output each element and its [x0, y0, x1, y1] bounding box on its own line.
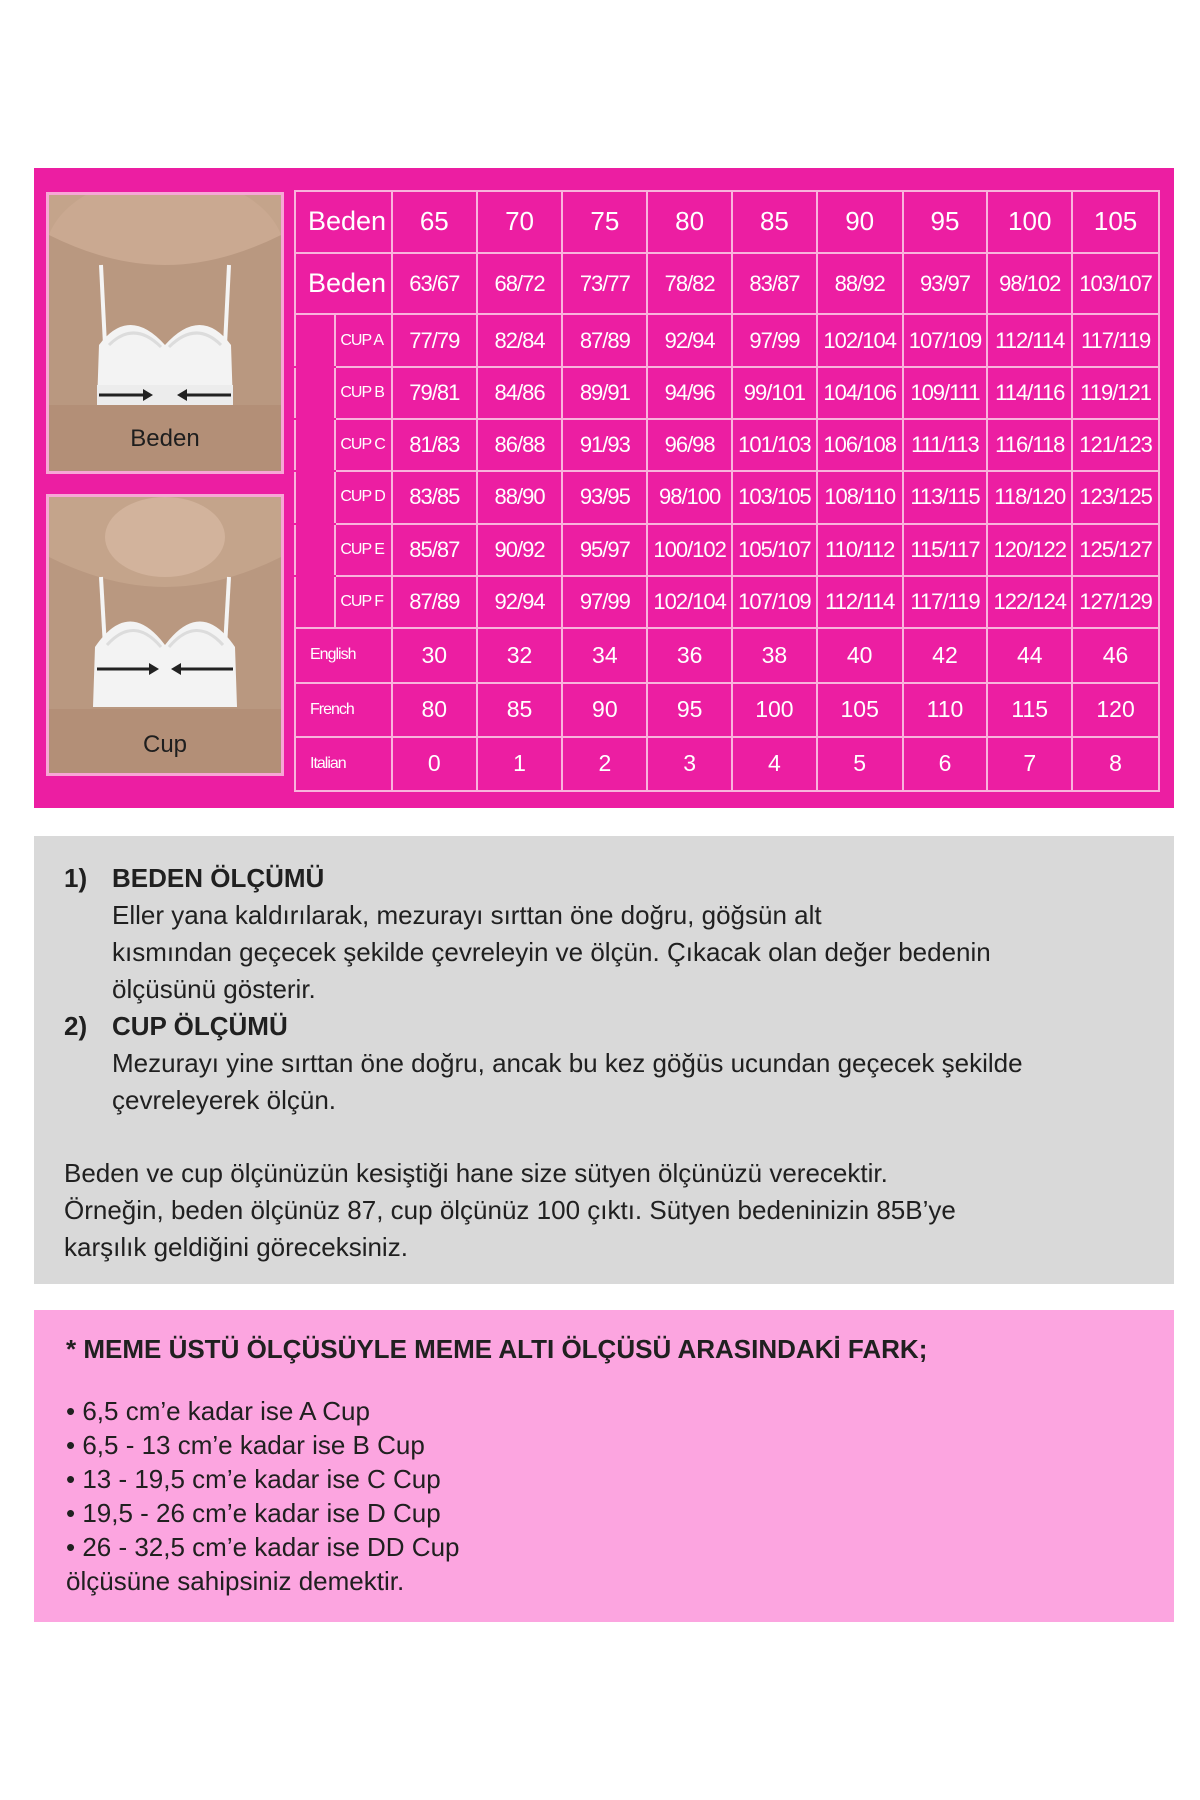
cup-cell: 102/104: [647, 576, 732, 628]
lang-size-cell: 110: [903, 683, 988, 737]
cup-cell: 98/100: [647, 471, 732, 523]
band-size-cell: 85: [732, 191, 817, 253]
lang-size-cell: 90: [562, 683, 647, 737]
cup-label: CUP B: [335, 367, 392, 419]
cup-cell: 79/81: [392, 367, 477, 419]
cup-label: CUP D: [335, 471, 392, 523]
cup-cell: 103/105: [732, 471, 817, 523]
list-item: • 6,5 - 13 cm’e kadar ise B Cup: [66, 1430, 425, 1460]
list-item: • 6,5 cm’e kadar ise A Cup: [66, 1396, 370, 1426]
lang-size-cell: 40: [817, 628, 903, 682]
step-number: 2): [64, 1011, 88, 1041]
step-beden: [64, 860, 1144, 1008]
table-row-cup-c: [295, 419, 1159, 471]
lang-size-cell: 85: [477, 683, 563, 737]
band-size-cell: 75: [562, 191, 647, 253]
cup-cell: 101/103: [732, 419, 817, 471]
note-line: Örneğin, beden ölçünüz 87, cup ölçünüz 100 çıktı. Sütyen bedeninizin 85B’ye: [64, 1195, 956, 1225]
cup-cell: 106/108: [817, 419, 903, 471]
cup-cell: 108/110: [817, 471, 903, 523]
band-size-cell: 65: [392, 191, 477, 253]
step-number: 1): [64, 863, 88, 893]
band-size-cell: 90: [817, 191, 903, 253]
lang-label: French: [295, 683, 392, 737]
cup-cell: 97/99: [732, 314, 817, 366]
lang-size-cell: 120: [1072, 683, 1159, 737]
cup-cell: 81/83: [392, 419, 477, 471]
cup-cell: 119/121: [1072, 367, 1159, 419]
table-row-cup-b: [295, 367, 1159, 419]
lang-size-cell: 105: [817, 683, 903, 737]
cup-difference-info: [34, 1310, 1174, 1622]
cup-cell: 107/109: [732, 576, 817, 628]
cup-photo-label: Cup: [142, 731, 188, 758]
band-size-cell: 70: [477, 191, 563, 253]
spacer-cell: [295, 471, 335, 523]
beden-measurement-photo: [46, 192, 284, 474]
table-row-cup-e: [295, 524, 1159, 576]
cup-cell: 87/89: [392, 576, 477, 628]
cup-cell: 83/85: [392, 471, 477, 523]
spacer-cell: [295, 419, 335, 471]
table-row-cup-f: [295, 576, 1159, 628]
example-note: [64, 1155, 1144, 1266]
cup-cell: 118/120: [987, 471, 1072, 523]
table-row-cup-d: [295, 471, 1159, 523]
list-item: • 26 - 32,5 cm’e kadar ise DD Cup: [66, 1532, 460, 1562]
cup-cell: 94/96: [647, 367, 732, 419]
cup-cell: 115/117: [903, 524, 988, 576]
lang-size-cell: 46: [1072, 628, 1159, 682]
cup-cell: 99/101: [732, 367, 817, 419]
cup-cell: 113/115: [903, 471, 988, 523]
spacer-cell: [295, 367, 335, 419]
cup-cell: 117/119: [903, 576, 988, 628]
size-chart-panel: [34, 168, 1174, 808]
cup-cell: 97/99: [562, 576, 647, 628]
note-line: karşılık geldiğini göreceksiniz.: [64, 1232, 408, 1262]
step-text-line: kısmından geçecek şekilde çevreleyin ve ölçün. Çıkacak olan değer bedenin: [112, 937, 991, 967]
band-size-cell: 80: [647, 191, 732, 253]
lang-size-cell: 44: [987, 628, 1072, 682]
lang-size-cell: 30: [392, 628, 477, 682]
cup-cell: 105/107: [732, 524, 817, 576]
cup-cell: 112/114: [987, 314, 1072, 366]
cup-cell: 127/129: [1072, 576, 1159, 628]
cup-cell: 120/122: [987, 524, 1072, 576]
cup-label: CUP E: [335, 524, 392, 576]
beden-photo-label: Beden: [130, 425, 200, 452]
band-range-cell: 88/92: [817, 253, 903, 315]
cup-cell: 92/94: [647, 314, 732, 366]
cup-cell: 90/92: [477, 524, 563, 576]
lang-size-cell: 4: [732, 737, 817, 791]
cup-cell: 117/119: [1072, 314, 1159, 366]
table-row-english: [295, 628, 1159, 682]
cup-cell: 111/113: [903, 419, 988, 471]
cup-range-list: [66, 1394, 1142, 1564]
table-row-beden: [295, 191, 1159, 253]
step-title: CUP ÖLÇÜMÜ: [112, 1011, 288, 1041]
cup-cell: 85/87: [392, 524, 477, 576]
cup-cell: 82/84: [477, 314, 563, 366]
size-table: [294, 190, 1160, 792]
step-text-line: Mezurayı yine sırttan öne doğru, ancak bu kez göğüs ucundan geçecek şekilde: [112, 1048, 1023, 1078]
table-row-italian: [295, 737, 1159, 791]
lang-size-cell: 115: [987, 683, 1072, 737]
cup-cell: 116/118: [987, 419, 1072, 471]
measurement-instructions: [34, 836, 1174, 1284]
cup-info-footer: ölçüsüne sahipsiniz demektir.: [66, 1566, 405, 1596]
table-row-cup-a: [295, 314, 1159, 366]
cup-cell: 109/111: [903, 367, 988, 419]
cup-cell: 96/98: [647, 419, 732, 471]
lang-size-cell: 36: [647, 628, 732, 682]
cup-cell: 122/124: [987, 576, 1072, 628]
cup-cell: 84/86: [477, 367, 563, 419]
cup-cell: 110/112: [817, 524, 903, 576]
cup-cell: 114/116: [987, 367, 1072, 419]
spacer-cell: [295, 524, 335, 576]
lang-label: English: [295, 628, 392, 682]
table-row-french: [295, 683, 1159, 737]
band-range-cell: 63/67: [392, 253, 477, 315]
lang-size-cell: 2: [562, 737, 647, 791]
step-cup: [64, 1008, 1144, 1119]
lang-label: Italian: [295, 737, 392, 791]
lang-size-cell: 42: [903, 628, 988, 682]
band-range-cell: 98/102: [987, 253, 1072, 315]
cup-info-heading: * MEME ÜSTÜ ÖLÇÜSÜYLE MEME ALTI ÖLÇÜSÜ ARASINDAKİ FARK;: [66, 1334, 928, 1364]
list-item: • 19,5 - 26 cm’e kadar ise D Cup: [66, 1498, 441, 1528]
row-label: Beden: [295, 253, 392, 315]
lang-size-cell: 6: [903, 737, 988, 791]
lang-size-cell: 80: [392, 683, 477, 737]
cup-cell: 121/123: [1072, 419, 1159, 471]
cup-cell: 102/104: [817, 314, 903, 366]
lang-size-cell: 8: [1072, 737, 1159, 791]
lang-size-cell: 32: [477, 628, 563, 682]
band-range-cell: 103/107: [1072, 253, 1159, 315]
cup-cell: 112/114: [817, 576, 903, 628]
cup-cell: 95/97: [562, 524, 647, 576]
cup-label: CUP C: [335, 419, 392, 471]
list-item: • 13 - 19,5 cm’e kadar ise C Cup: [66, 1464, 441, 1494]
step-text-line: ölçüsünü gösterir.: [112, 974, 316, 1004]
cup-measurement-photo: [46, 494, 284, 776]
band-size-cell: 100: [987, 191, 1072, 253]
lang-size-cell: 95: [647, 683, 732, 737]
band-range-cell: 78/82: [647, 253, 732, 315]
band-range-cell: 83/87: [732, 253, 817, 315]
spacer-cell: [295, 576, 335, 628]
lang-size-cell: 100: [732, 683, 817, 737]
cup-label: CUP A: [335, 314, 392, 366]
cup-cell: 91/93: [562, 419, 647, 471]
table-row-beden-range: [295, 253, 1159, 315]
cup-cell: 89/91: [562, 367, 647, 419]
cup-cell: 104/106: [817, 367, 903, 419]
band-range-cell: 73/77: [562, 253, 647, 315]
cup-cell: 125/127: [1072, 524, 1159, 576]
step-text-line: çevreleyerek ölçün.: [112, 1085, 336, 1115]
cup-cell: 123/125: [1072, 471, 1159, 523]
row-label: Beden: [295, 191, 392, 253]
lang-size-cell: 7: [987, 737, 1072, 791]
cup-cell: 100/102: [647, 524, 732, 576]
cup-cell: 92/94: [477, 576, 563, 628]
cup-cell: 77/79: [392, 314, 477, 366]
step-text-line: Eller yana kaldırılarak, mezurayı sırttan öne doğru, göğsün alt: [112, 900, 822, 930]
lang-size-cell: 3: [647, 737, 732, 791]
cup-cell: 86/88: [477, 419, 563, 471]
lang-size-cell: 38: [732, 628, 817, 682]
cup-cell: 107/109: [903, 314, 988, 366]
lang-size-cell: 34: [562, 628, 647, 682]
band-size-cell: 105: [1072, 191, 1159, 253]
lang-size-cell: 0: [392, 737, 477, 791]
band-size-cell: 95: [903, 191, 988, 253]
note-line: Beden ve cup ölçünüzün kesiştiği hane size sütyen ölçünüzü verecektir.: [64, 1158, 888, 1188]
cup-cell: 87/89: [562, 314, 647, 366]
cup-cell: 88/90: [477, 471, 563, 523]
spacer-cell: [295, 314, 335, 366]
step-title: BEDEN ÖLÇÜMÜ: [112, 863, 325, 893]
band-range-cell: 93/97: [903, 253, 988, 315]
lang-size-cell: 1: [477, 737, 563, 791]
cup-label: CUP F: [335, 576, 392, 628]
lang-size-cell: 5: [817, 737, 903, 791]
band-range-cell: 68/72: [477, 253, 563, 315]
cup-cell: 93/95: [562, 471, 647, 523]
